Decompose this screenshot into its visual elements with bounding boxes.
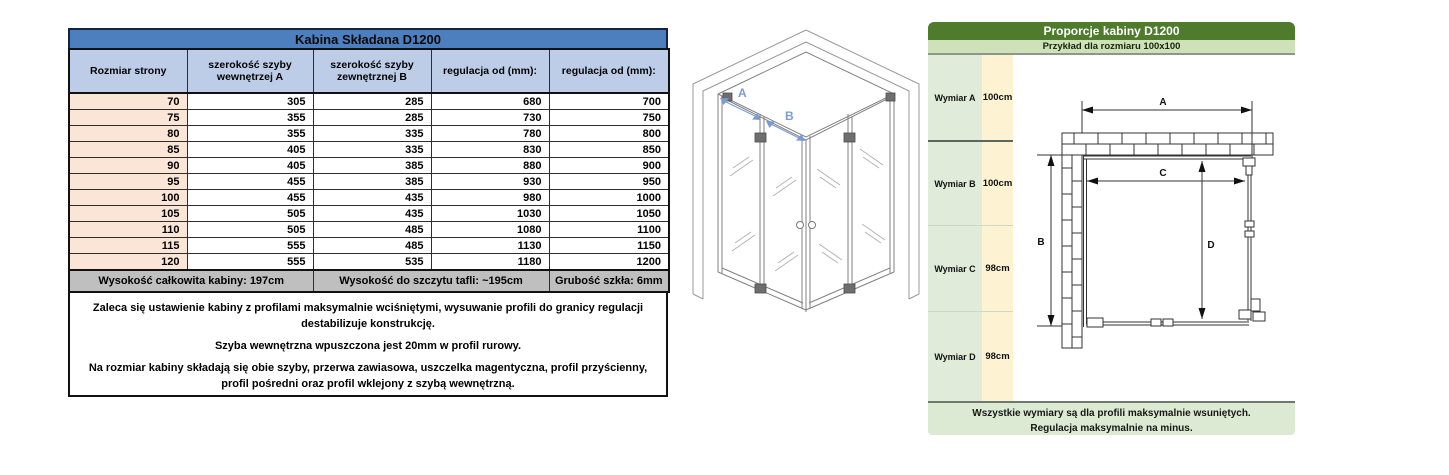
value-cell: 1150 [549,238,669,254]
value-cell: 285 [313,110,431,126]
value-cell: 1000 [549,190,669,206]
table-row [69,142,669,158]
dimension-value: 100cm [982,142,1013,225]
size-cell: 80 [69,126,187,142]
value-cell: 355 [187,110,313,126]
value-cell: 405 [187,158,313,174]
value-cell: 505 [187,222,313,238]
value-cell: 305 [187,93,313,110]
value-cell: 1030 [431,206,549,222]
table-footer-row [69,270,669,292]
value-cell: 435 [313,190,431,206]
value-cell: 505 [187,206,313,222]
value-cell: 1200 [549,254,669,271]
value-cell: 1130 [431,238,549,254]
value-cell: 555 [187,238,313,254]
value-cell: 1080 [431,222,549,238]
value-cell: 535 [313,254,431,271]
value-cell: 355 [187,126,313,142]
value-cell: 680 [431,93,549,110]
note-paragraph: Szyba wewnętrzna wpuszczona jest 20mm w profil rurowy. [214,339,522,352]
col-header-regulacja-2: regulacja od (mm): [549,49,669,93]
value-cell: 555 [187,254,313,271]
value-cell: 750 [549,110,669,126]
value-cell: 285 [313,93,431,110]
proportions-footnote [928,401,1295,435]
topview-dim-label-b: B [1037,237,1045,248]
size-cell: 95 [69,174,187,190]
size-cell: 85 [69,142,187,158]
value-cell: 485 [313,238,431,254]
dimension-value: 100cm [982,55,1013,140]
footnote-line: Regulacja maksymalnie na minus. [1030,422,1193,434]
value-cell: 950 [549,174,669,190]
dimension-row-b [928,142,1013,226]
notes-box [68,293,668,397]
value-cell: 335 [313,126,431,142]
col-header-rozmiar: Rozmiar strony [69,49,187,93]
proportions-title: Proporcje kabiny D1200 [928,22,1295,40]
value-cell: 780 [431,126,549,142]
value-cell: 730 [431,110,549,126]
dimension-value: 98cm [982,312,1013,401]
value-cell: 385 [313,174,431,190]
col-header-szyba-a: szerokość szyby wewnętrzej A [187,49,313,93]
dimension-row-a [928,55,1013,142]
size-cell: 105 [69,206,187,222]
table-header-row [69,49,669,93]
value-cell: 1180 [431,254,549,271]
value-cell: 405 [187,142,313,158]
value-cell: 435 [313,206,431,222]
dimension-row-c [928,226,1013,312]
footer-glass-thickness: Grubość szkła: 6mm [549,270,669,292]
value-cell: 850 [549,142,669,158]
value-cell: 980 [431,190,549,206]
iso-dim-label-b: B [785,109,794,123]
table-row [69,158,669,174]
table-row [69,206,669,222]
value-cell: 880 [431,158,549,174]
topview-dim-label-c: C [1159,168,1167,179]
value-cell: 485 [313,222,431,238]
value-cell: 900 [549,158,669,174]
spec-table-block [68,28,668,397]
table-row [69,126,669,142]
footer-glass-height: Wysokość do szczytu tafli: ~195cm [313,270,549,292]
size-cell: 115 [69,238,187,254]
proportions-panel [928,22,1295,435]
value-cell: 455 [187,174,313,190]
value-cell: 385 [313,158,431,174]
table-row [69,174,669,190]
table-body [69,93,669,270]
value-cell: 930 [431,174,549,190]
col-header-regulacja-1: regulacja od (mm): [431,49,549,93]
note-paragraph: Na rozmiar kabiny składają się obie szyby, przerwa zawiasowa, uszczelka magentyczna, profil przyścienny, profil pośredni oraz profil wklejony z szybą wewnętrzną. [88,361,648,390]
table-row [69,110,669,126]
size-table [68,48,670,293]
table-title: Kabina Składana D1200 [68,28,668,48]
size-cell: 110 [69,222,187,238]
size-cell: 100 [69,190,187,206]
isometric-cabin-drawing [683,22,935,322]
value-cell: 1050 [549,206,669,222]
table-row [69,190,669,206]
size-cell: 120 [69,254,187,271]
value-cell: 455 [187,190,313,206]
size-cell: 75 [69,110,187,126]
proportions-body [928,55,1295,401]
value-cell: 1100 [549,222,669,238]
dimension-value: 98cm [982,226,1013,311]
col-header-szyba-b: szerokość szyby zewnętrznej B [313,49,431,93]
top-view-drawing [1013,55,1295,401]
footer-total-height: Wysokość całkowita kabiny: 197cm [69,270,313,292]
value-cell: 335 [313,142,431,158]
iso-dim-label-a: A [738,86,747,100]
table-row [69,222,669,238]
table-row [69,254,669,271]
footnote-line: Wszystkie wymiary są dla profili maksymalnie wsuniętych. [972,408,1251,419]
value-cell: 800 [549,126,669,142]
dimension-label: Wymiar C [928,226,982,311]
dimension-row-d [928,312,1013,401]
dimension-list [928,55,1013,401]
proportions-subtitle: Przykład dla rozmiaru 100x100 [928,40,1295,55]
table-row [69,93,669,110]
topview-dim-label-a: A [1159,97,1167,108]
value-cell: 700 [549,93,669,110]
topview-dim-label-d: D [1207,240,1215,251]
dimension-label: Wymiar B [928,142,982,225]
size-cell: 70 [69,93,187,110]
value-cell: 830 [431,142,549,158]
dimension-label: Wymiar D [928,312,982,401]
size-cell: 90 [69,158,187,174]
table-row [69,238,669,254]
dimension-label: Wymiar A [928,55,982,140]
note-paragraph: Zaleca się ustawienie kabiny z profilami maksymalnie wciśniętymi, wysuwanie profili do granicy regulacji destabilizuje konstrukcję. [92,302,644,330]
